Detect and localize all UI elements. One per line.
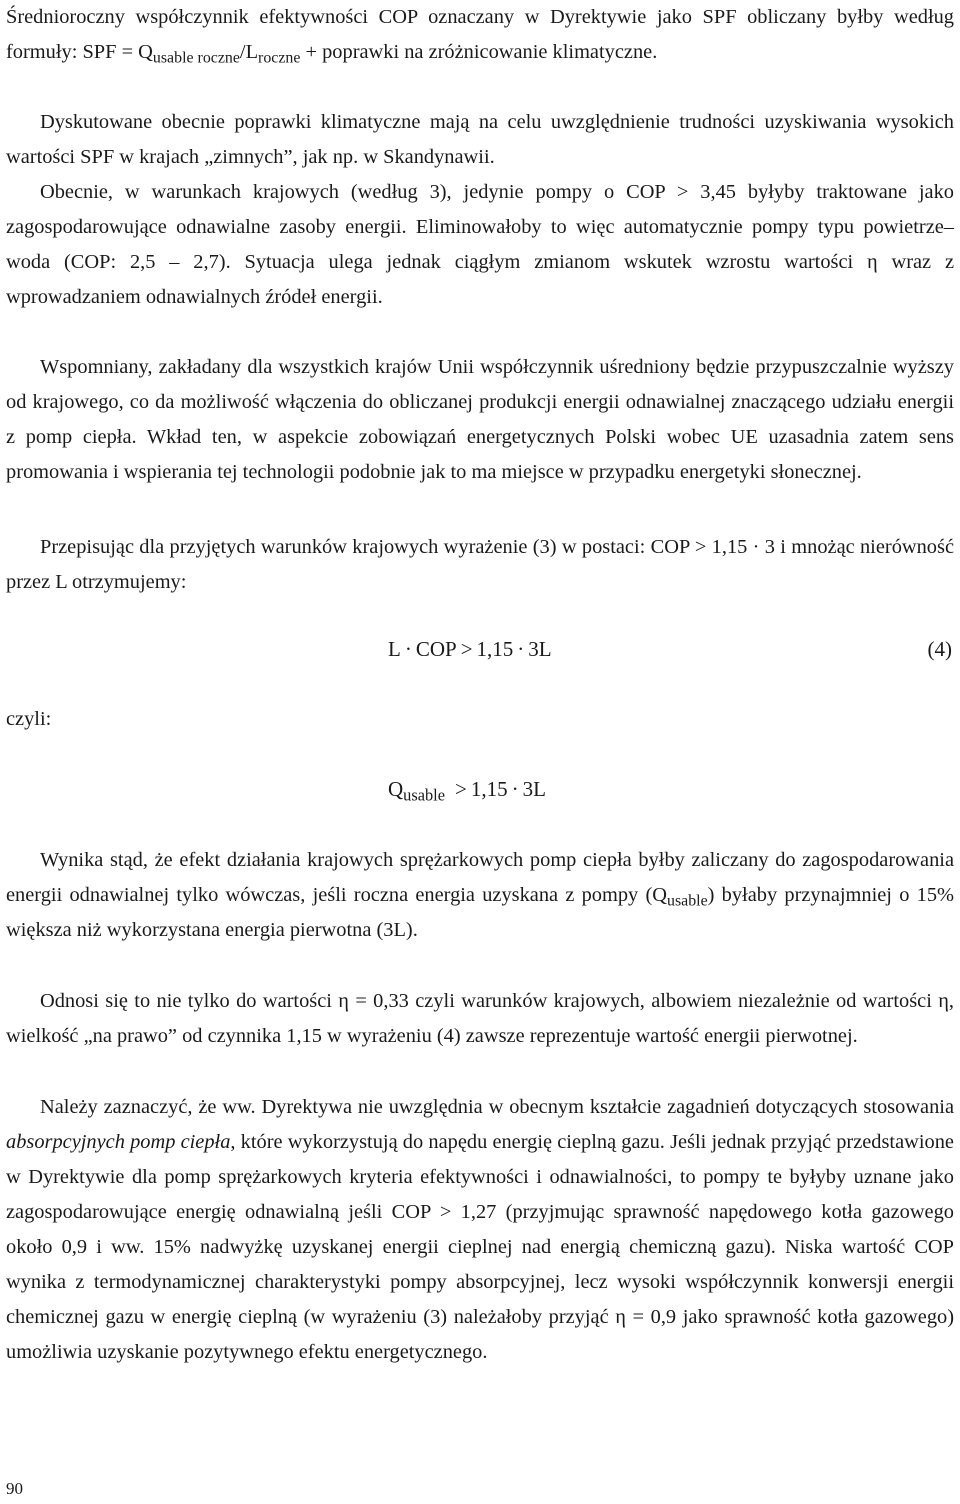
eq-greater-than: > [454,777,467,801]
subscript-usable: usable [667,892,708,910]
paragraph-conclusion [6,843,954,948]
paragraph-text: /L [239,41,259,63]
paragraph-text: Średnioroczny współczynnik efektywności COP oznaczany w Dyrektywie jako SPF obliczany byłby według formuły: SPF = Q [6,6,954,63]
subscript-usable: usable [403,785,445,805]
eq-term: L [388,637,401,661]
page-number: 90 [6,1479,23,1498]
equation-number: (4) [927,637,952,661]
paragraph-text: Wynika stąd, że efekt działania krajowych sprężarkowych pomp ciepła byłby zaliczany do zagospodarowania energii odnawialnej tylko wówczas, jeśli roczna energia uzyskana z pompy (Q [6,849,954,906]
paragraph-eta-value: Odnosi się to nie tylko do wartości η = 0,33 czyli warunków krajowych, albowiem niezależnie od wartości η, wielkość „na prawo” od czynnika 1,15 w wyrażeniu (4) zawsze reprezentuje wartość energii pierwotnej. [6,990,954,1047]
paragraph-text: ) byłaby przynajmniej o 15% większa niż wykorzystana energia pierwotna (3L). [6,884,955,941]
paragraph-rewriting-expression: Przepisując dla przyjętych warunków krajowych wyrażenie (3) w postaci: COP > 1,15 · 3 i mnożąc nierówność przez L otrzymujemy: [6,536,954,593]
equation-4 [388,634,552,664]
eq-dot: · [404,637,412,661]
eq-term: 3L [522,777,546,801]
czyli-label: czyli: [6,708,52,730]
subscript-roczne: roczne [258,49,301,67]
eq-term: 3L [528,637,552,661]
eq-dot: · [517,637,525,661]
eq-greater-than: > [460,637,473,661]
eq-term: COP [415,637,457,661]
subscript-usable-roczne: usable roczne [152,49,240,67]
paragraph-climate-corrections: Dyskutowane obecnie poprawki klimatyczne mają na celu uwzględnienie trudności uzyskiwania wysokich wartości SPF w krajach „zimnych”, jak np. w Skandynawii. [6,111,954,168]
equation-5 [388,774,546,804]
paragraph-text: + poprawki na zróżnicowanie klimatyczne. [300,41,658,63]
eq-term: Q [388,777,404,801]
paragraph-absorption-pumps [6,1090,954,1370]
paragraph-text: Należy zaznaczyć, że ww. Dyrektywa nie uwzględnia w obecnym kształcie zagadnień dotyczących stosowania [40,1096,954,1118]
eq-dot: · [511,777,519,801]
paragraph-national-conditions: Obecnie, w warunkach krajowych (według 3), jedynie pompy o COP > 3,45 byłyby traktowane jako zagospodarowujące odnawialne zasoby energii. Eliminowałoby to więc automatycznie pompy typu powietrze–woda (COP: 2,5 – 2,7). Sytuacja ulega jednak ciągłym zmianom wskutek wzrostu wartości η wraz z wprowadzaniem odnawialnych źródeł energii. [6,181,954,308]
paragraph-eu-coefficient: Wspomniany, zakładany dla wszystkich krajów Unii współczynnik uśredniony będzie przypuszczalnie wyższy od krajowego, co da możliwość włączenia do obliczanej produkcji energii odnawialnej znaczącego udziału energii z pomp ciepła. Wkład ten, w aspekcie zobowiązań energetycznych Polski wobec UE uzasadnia zatem sens promowania i wspierania tej technologii podobnie jak to ma miejsce w przypadku energetyki słonecznej. [6,356,954,483]
eq-term: 1,15 [476,637,514,661]
italic-term: absorpcyjnych pomp ciepła [6,1131,231,1153]
paragraph-text: , które wykorzystują do napędu energię cieplną gazu. Jeśli jednak przyjąć przedstawione w Dyrektywie dla pomp sprężarkowych kryteria efektywności i odnawialności, to pompy te byłyby uznane jako zagospodarowujące energię odnawialną jeśli COP > 1,27 (przyjmując sprawność napędowego kotła gazowego około 0,9 i ww. 15% nadwyżkę uzyskanej energii cieplnej nad energią chemiczną gazu). Niska wartość COP wynika z termodynamicznej charakterystyki pompy absorpcyjnej, lecz wysoki współczynnik konwersji energii chemicznej gazu w energię cieplną (w wyrażeniu (3) należałoby przyjąć η = 0,9 jako sprawność kotła gazowego) umożliwia uzyskanie pozytywnego efektu energetycznego. [6,1131,954,1363]
eq-term: 1,15 [470,777,508,801]
paragraph-spf-formula [6,0,954,70]
